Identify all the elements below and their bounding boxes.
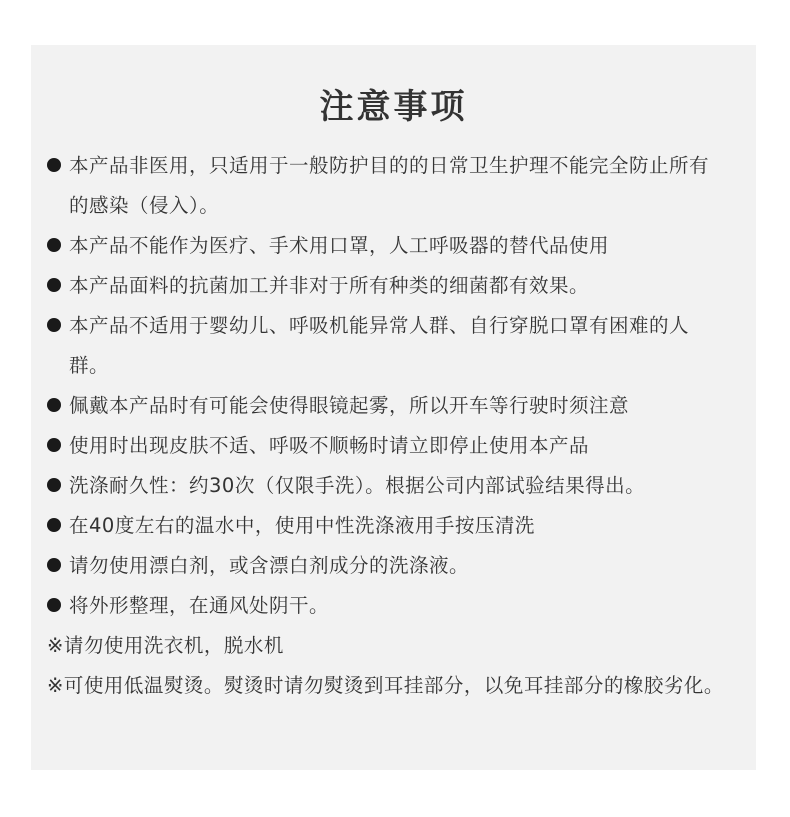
list-item-text: 本产品非医用，只适用于一般防护目的的日常卫生护理不能完全防止所有的感染（侵入）。 [69, 154, 710, 217]
list-item-text: 请勿使用漂白剂，或含漂白剂成分的洗涤液。 [69, 554, 470, 577]
notice-panel [31, 45, 756, 770]
bullet-dot-icon [47, 518, 61, 532]
note-text: ※请勿使用洗衣机，脱水机 [47, 634, 284, 657]
list-item [47, 386, 727, 426]
list-item [47, 266, 727, 306]
bullet-dot-icon [47, 318, 61, 332]
page-title: 注意事项 [319, 87, 468, 127]
list-item [47, 466, 727, 506]
bullet-dot-icon [47, 478, 61, 492]
list-item [47, 306, 727, 386]
list-item [47, 226, 727, 266]
list-item-text: 本产品面料的抗菌加工并非对于所有种类的细菌都有效果。 [69, 274, 590, 297]
bullet-dot-icon [47, 558, 61, 572]
list-item [47, 546, 727, 586]
notice-list [47, 146, 727, 706]
list-item-text: 在40度左右的温水中，使用中性洗涤液用手按压清洗 [69, 514, 535, 537]
bullet-dot-icon [47, 238, 61, 252]
bullet-dot-icon [47, 438, 61, 452]
list-item-text: 本产品不适用于婴幼儿、呼吸机能异常人群、自行穿脱口罩有困难的人群。 [69, 314, 690, 377]
list-item-text: 佩戴本产品时有可能会使得眼镜起雾，所以开车等行驶时须注意 [69, 394, 630, 417]
note-item [47, 666, 727, 706]
list-item [47, 426, 727, 466]
bullet-dot-icon [47, 278, 61, 292]
list-item-text: 将外形整理，在通风处阴干。 [69, 594, 330, 617]
list-item [47, 506, 727, 546]
bullet-dot-icon [47, 158, 61, 172]
note-text: ※可使用低温熨烫。熨烫时请勿熨烫到耳挂部分，以免耳挂部分的橡胶劣化。 [47, 674, 724, 697]
list-item [47, 586, 727, 626]
list-item-text: 使用时出现皮肤不适、呼吸不顺畅时请立即停止使用本产品 [69, 434, 590, 457]
bullet-dot-icon [47, 598, 61, 612]
bullet-dot-icon [47, 398, 61, 412]
list-item [47, 146, 727, 226]
note-item [47, 626, 727, 666]
list-item-text: 本产品不能作为医疗、手术用口罩，人工呼吸器的替代品使用 [69, 234, 610, 257]
list-item-text: 洗涤耐久性：约30次（仅限手洗）。根据公司内部试验结果得出。 [69, 474, 646, 497]
